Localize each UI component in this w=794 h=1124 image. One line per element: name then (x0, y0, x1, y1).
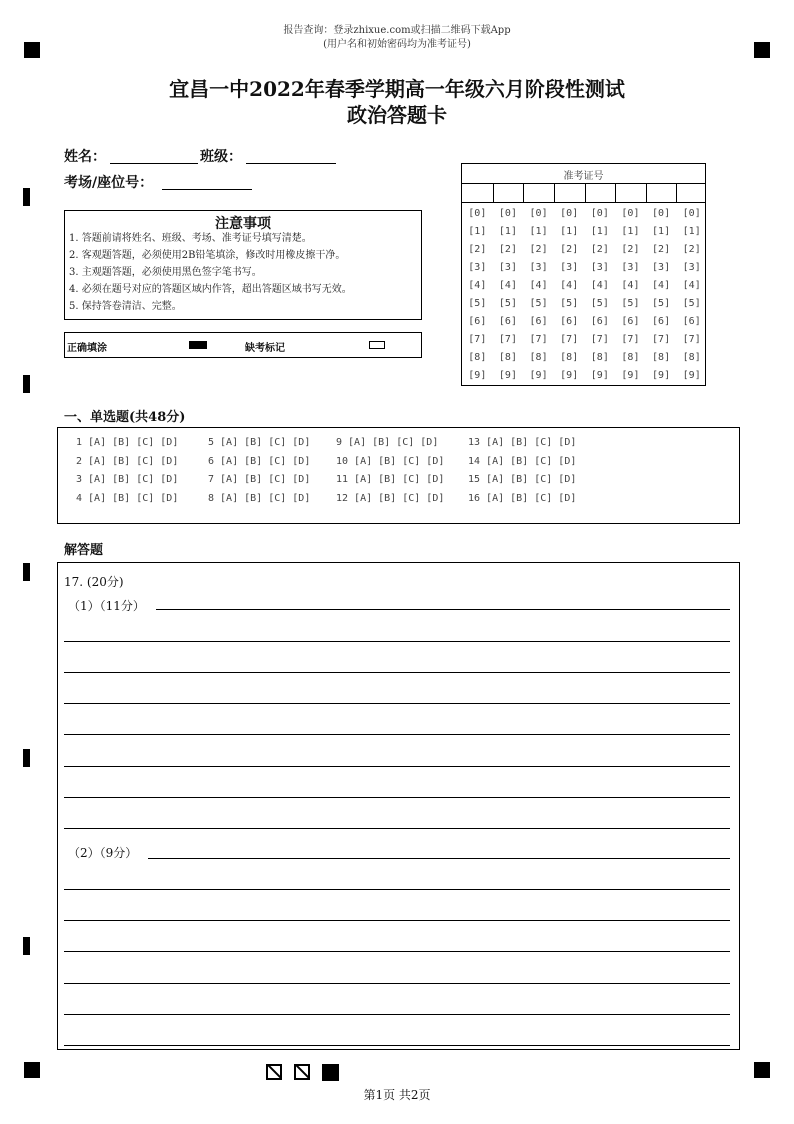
admission-digit-bubble[interactable]: [9] (590, 370, 609, 381)
name-field[interactable] (110, 162, 198, 164)
admission-digit-bubble[interactable]: [7] (498, 334, 517, 345)
admission-digit-bubble[interactable]: [1] (621, 226, 640, 237)
admission-digit-bubble[interactable]: [6] (498, 316, 517, 327)
admission-digit-bubble[interactable]: [8] (652, 352, 671, 363)
page-marker-slash (266, 1064, 282, 1080)
admission-digit-bubble[interactable]: [4] (468, 280, 487, 291)
admission-digit-bubble[interactable]: [6] (529, 316, 548, 327)
admission-digit-bubble[interactable]: [4] (682, 280, 701, 291)
answer-writing-line[interactable] (64, 920, 730, 921)
absent-checkbox[interactable] (369, 341, 385, 349)
class-field[interactable] (246, 162, 336, 164)
admission-digit-bubble[interactable]: [2] (652, 244, 671, 255)
correct-fill-label: 正确填涂 (67, 343, 107, 354)
registration-mark-bottom-right (754, 1062, 770, 1078)
answer-writing-line[interactable] (64, 1045, 730, 1046)
admission-digit-bubble[interactable]: [3] (590, 262, 609, 273)
admission-digit-bubble[interactable]: [4] (529, 280, 548, 291)
admission-digit-bubble[interactable]: [5] (590, 298, 609, 309)
name-label: 姓名： (64, 149, 106, 165)
admission-digit-bubble[interactable]: [2] (560, 244, 579, 255)
admission-digit-bubble[interactable]: [1] (560, 226, 579, 237)
essay-heading: 解答题 (64, 543, 104, 558)
answer-writing-line[interactable] (64, 766, 730, 767)
notice-item: 5. 保持答卷清洁、完整。 (69, 301, 182, 312)
mcq-heading: 一、单选题(共48分) (64, 410, 186, 425)
mcq-question-row[interactable]: 1 [A] [B] [C] [D] (76, 437, 179, 448)
answer-writing-line[interactable] (64, 828, 730, 829)
admission-digit-bubble[interactable]: [7] (621, 334, 640, 345)
admission-digit-bubble[interactable]: [8] (468, 352, 487, 363)
answer-writing-line[interactable] (64, 734, 730, 735)
timing-mark (23, 563, 30, 581)
admission-digit-bubble[interactable]: [0] (682, 208, 701, 219)
timing-mark (23, 749, 30, 767)
admission-digit-bubble[interactable]: [3] (560, 262, 579, 273)
admission-heading: 准考证号 (563, 171, 604, 182)
notice-box (64, 210, 422, 320)
filled-bubble-sample (189, 341, 207, 349)
mcq-question-row[interactable]: 4 [A] [B] [C] [D] (76, 492, 179, 504)
admission-digit-bubble[interactable]: [5] (682, 298, 701, 309)
answer-writing-line[interactable] (64, 703, 730, 704)
admission-digit-bubble[interactable]: [6] (560, 316, 579, 327)
admission-digit-bubble[interactable]: [7] (590, 334, 609, 345)
answer-writing-line[interactable] (64, 797, 730, 798)
answer-writing-line[interactable] (64, 641, 730, 642)
admission-digit-bubble[interactable]: [0] (468, 208, 487, 219)
admission-digit-bubble[interactable]: [8] (529, 352, 548, 363)
admission-number-grid (461, 163, 706, 386)
admission-digit-bubble[interactable]: [3] (529, 262, 548, 273)
answer-writing-line[interactable] (64, 889, 730, 890)
admission-digit-bubble[interactable]: [4] (621, 280, 640, 291)
admission-digit-bubble[interactable]: [2] (682, 244, 701, 255)
page-number: 第1页 共2页 (363, 1088, 431, 1102)
answer-writing-line[interactable] (64, 672, 730, 673)
admission-digit-bubble[interactable]: [5] (652, 298, 671, 309)
admission-digit-bubble[interactable]: [7] (529, 334, 548, 345)
admission-digit-bubble[interactable]: [4] (560, 280, 579, 291)
admission-digit-bubble[interactable]: [0] (498, 208, 517, 219)
admission-digit-bubble[interactable]: [9] (560, 370, 579, 381)
admission-digit-bubble[interactable]: [4] (590, 280, 609, 291)
admission-digit-bubble[interactable]: [9] (682, 370, 701, 381)
admission-digit-bubble[interactable]: [1] (529, 226, 548, 237)
admission-digit-bubble[interactable]: [9] (652, 370, 671, 381)
mcq-question-row[interactable]: 10 [A] [B] [C] [D] (336, 455, 445, 467)
admission-digit-bubble[interactable]: [2] (590, 244, 609, 255)
admission-digit-bubble[interactable]: [5] (621, 298, 640, 309)
answer-writing-line[interactable] (156, 609, 730, 610)
mcq-question-row[interactable]: 5 [A] [B] [C] [D] (208, 437, 311, 448)
answer-writing-line[interactable] (64, 951, 730, 952)
admission-digit-bubble[interactable]: [0] (560, 208, 579, 219)
admission-digit-bubble[interactable]: [0] (621, 208, 640, 219)
mcq-question-row[interactable]: 14 [A] [B] [C] [D] (468, 455, 577, 467)
admission-digit-bubble[interactable]: [9] (498, 370, 517, 381)
admission-digit-bubble[interactable]: [3] (498, 262, 517, 273)
class-label: 班级： (200, 149, 242, 165)
admission-digit-bubble[interactable]: [9] (468, 370, 487, 381)
mcq-question-row[interactable]: 2 [A] [B] [C] [D] (76, 455, 179, 467)
mcq-question-row[interactable]: 6 [A] [B] [C] [D] (208, 455, 311, 467)
admission-digit-bubble[interactable]: [1] (468, 226, 487, 237)
part-1-label: （1）（11分） (68, 599, 145, 613)
admission-digit-bubble[interactable]: [5] (560, 298, 579, 309)
admission-digit-bubble[interactable]: [1] (682, 226, 701, 237)
mcq-question-row[interactable]: 7 [A] [B] [C] [D] (208, 474, 311, 485)
mcq-question-row[interactable]: 16 [A] [B] [C] [D] (468, 492, 577, 504)
admission-digit-bubble[interactable]: [6] (652, 316, 671, 327)
admission-digit-bubble[interactable]: [5] (498, 298, 517, 309)
admission-digit-bubble[interactable]: [6] (621, 316, 640, 327)
admission-digit-bubble[interactable]: [2] (529, 244, 548, 255)
mcq-question-row[interactable]: 11 [A] [B] [C] [D] (336, 474, 445, 485)
exam-title: 宜昌一中2022年春季学期高一年级六月阶段性测试 (169, 77, 625, 101)
seat-label: 考场/座位号： (64, 175, 154, 191)
answer-writing-line[interactable] (148, 858, 730, 859)
answer-writing-line[interactable] (64, 983, 730, 984)
notice-heading: 注意事项 (215, 216, 271, 232)
essay-answer-area (57, 562, 740, 1050)
notice-item: 2. 客观题答题，必须使用2B铅笔填涂，修改时用橡皮擦干净。 (69, 250, 346, 261)
admission-digit-bubble[interactable]: [7] (560, 334, 579, 345)
timing-mark (23, 375, 30, 393)
admission-digit-bubble[interactable]: [1] (590, 226, 609, 237)
admission-digit-bubble[interactable]: [8] (682, 352, 701, 363)
mcq-question-row[interactable]: 3 [A] [B] [C] [D] (76, 474, 179, 485)
answer-writing-line[interactable] (64, 1014, 730, 1015)
admission-digit-bubble[interactable]: [8] (621, 352, 640, 363)
credential-notice: (用户名和初始密码均为准考证号) (323, 39, 471, 50)
admission-digit-bubble[interactable]: [4] (652, 280, 671, 291)
admission-digit-bubble[interactable]: [9] (621, 370, 640, 381)
admission-digit-bubble[interactable]: [5] (529, 298, 548, 309)
admission-digit-bubble[interactable]: [3] (621, 262, 640, 273)
admission-digit-bubble[interactable]: [0] (652, 208, 671, 219)
admission-digit-bubble[interactable]: [2] (621, 244, 640, 255)
admission-digit-bubble[interactable]: [6] (590, 316, 609, 327)
admission-digit-bubble[interactable]: [2] (498, 244, 517, 255)
admission-digit-bubble[interactable]: [8] (498, 352, 517, 363)
mcq-answer-area (57, 427, 740, 524)
admission-digit-bubble[interactable]: [6] (468, 316, 487, 327)
mcq-question-row[interactable]: 12 [A] [B] [C] [D] (336, 492, 445, 504)
mcq-question-row[interactable]: 15 [A] [B] [C] [D] (468, 474, 577, 485)
admission-digit-bubble[interactable]: [0] (590, 208, 609, 219)
admission-digit-bubble[interactable]: [9] (529, 370, 548, 381)
admission-digit-bubble[interactable]: [3] (682, 262, 701, 273)
part-2-label: （2）（9分） (68, 846, 138, 860)
mcq-question-row[interactable]: 13 [A] [B] [C] [D] (468, 437, 577, 448)
admission-digit-bubble[interactable]: [8] (560, 352, 579, 363)
admission-digit-bubble[interactable]: [7] (682, 334, 701, 345)
admission-digit-bubble[interactable]: [1] (652, 226, 671, 237)
absent-mark-label: 缺考标记 (245, 343, 285, 354)
admission-digit-bubble[interactable]: [0] (529, 208, 548, 219)
admission-digit-bubble[interactable]: [2] (468, 244, 487, 255)
timing-mark (23, 188, 30, 206)
admission-digit-bubble[interactable]: [7] (468, 334, 487, 345)
timing-mark (23, 937, 30, 955)
admission-digit-bubble[interactable]: [6] (682, 316, 701, 327)
seat-field[interactable] (162, 188, 252, 190)
registration-mark-bottom-left (24, 1062, 40, 1078)
admission-digit-bubble[interactable]: [3] (468, 262, 487, 273)
admission-digit-bubble[interactable]: [1] (498, 226, 517, 237)
mcq-question-row[interactable]: 8 [A] [B] [C] [D] (208, 492, 311, 504)
admission-digit-bubble[interactable]: [8] (590, 352, 609, 363)
admission-digit-bubble[interactable]: [5] (468, 298, 487, 309)
admission-digit-bubble[interactable]: [7] (652, 334, 671, 345)
page-marker-slash (294, 1064, 310, 1080)
notice-item: 4. 必须在题号对应的答题区域内作答，超出答题区域书写无效。 (69, 284, 352, 295)
page-marker-solid (322, 1064, 339, 1081)
admission-digit-bubble[interactable]: [4] (498, 280, 517, 291)
marking-example-box (64, 332, 422, 358)
notice-item: 3. 主观题答题，必须使用黑色签字笔书写。 (69, 267, 262, 278)
report-query-notice: 报告查询：登录zhixue.com或扫描二维码下载App (283, 25, 511, 36)
mcq-question-row[interactable]: 9 [A] [B] [C] [D] (336, 437, 439, 448)
question-17-label: 17. (20分) (64, 575, 124, 589)
admission-digit-bubble[interactable]: [3] (652, 262, 671, 273)
notice-item: 1. 答题前请将姓名、班级、考场、准考证号填写清楚。 (69, 233, 312, 244)
card-title: 政治答题卡 (347, 103, 447, 127)
